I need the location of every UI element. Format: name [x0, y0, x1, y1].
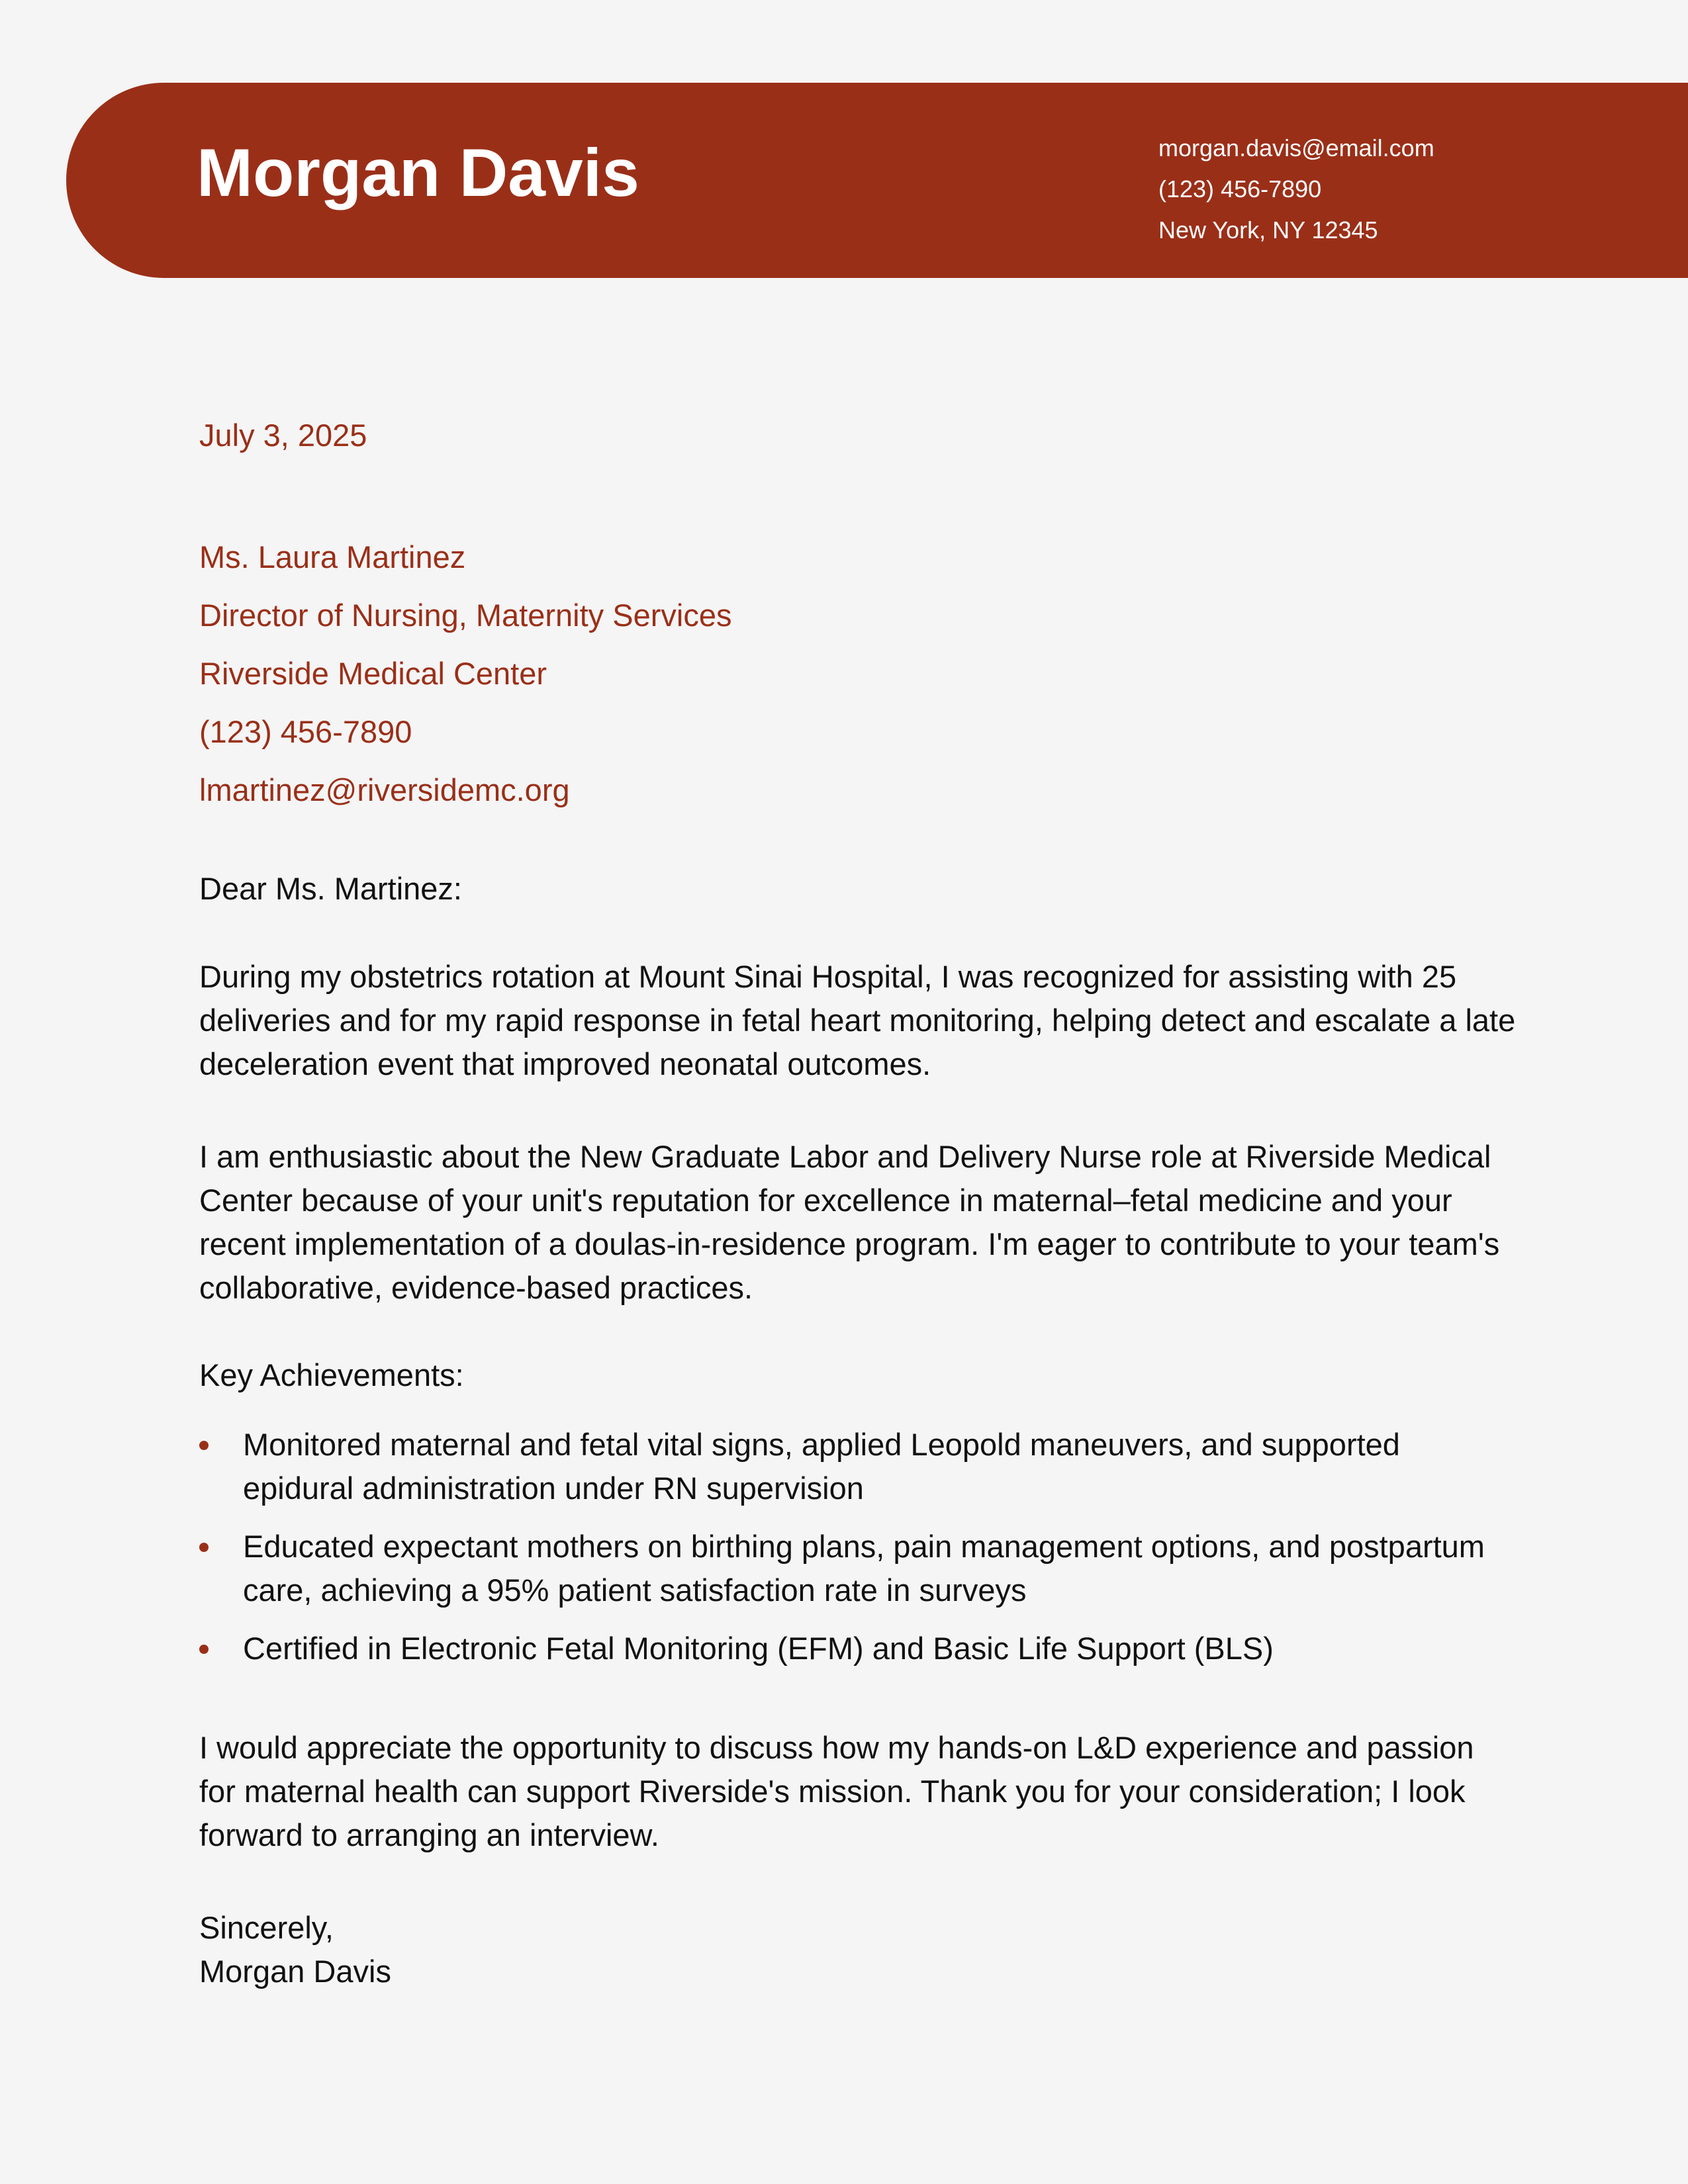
salutation: Dear Ms. Martinez: — [199, 871, 462, 906]
achievement-item — [199, 1525, 1517, 1612]
achievement-text: Educated expectant mothers on birthing plans, pain management options, and postpartum care, achieving a 95% patient satisfaction rate in surveys — [243, 1529, 1485, 1608]
achievement-text: Certified in Electronic Fetal Monitoring (EFM) and Basic Life Support (BLS) — [243, 1631, 1274, 1666]
bullet-icon — [199, 1543, 209, 1552]
body-paragraph-2: I am enthusiastic about the New Graduate Labor and Delivery Nurse role at Riverside Medical Center because of your unit's reputation for excellence in maternal–fetal medicine and your recent implementation of a doulas-in-residence program. I'm eager to contribute to your team's collaborative, evidence-based practices. — [199, 1139, 1500, 1305]
achievement-item — [199, 1627, 1517, 1670]
recipient-organization: Riverside Medical Center — [199, 656, 547, 691]
letter-date: July 3, 2025 — [199, 418, 367, 453]
achievement-text: Monitored maternal and fetal vital signs, applied Leopold maneuvers, and supported epidural administration under RN supervision — [243, 1427, 1400, 1506]
letterhead-banner — [66, 83, 1688, 278]
signoff: Sincerely, — [199, 1910, 334, 1945]
achievements-heading: Key Achievements: — [199, 1357, 464, 1392]
recipient-phone: (123) 456-7890 — [199, 714, 412, 749]
sender-name: Morgan Davis — [197, 135, 639, 210]
achievements-list — [199, 1423, 1517, 1685]
body-paragraph-1: During my obstetrics rotation at Mount Sinai Hospital, I was recognized for assisting with 25 deliveries and for my rapid response in fetal heart monitoring, helping detect and escalate a late deceleration event that improved neonatal outcomes. — [199, 959, 1516, 1081]
signoff-block — [199, 1906, 391, 1993]
signature-name: Morgan Davis — [199, 1954, 391, 1989]
bullet-icon — [199, 1645, 209, 1654]
recipient-title: Director of Nursing, Maternity Services — [199, 598, 732, 633]
recipient-email[interactable]: lmartinez@riversidemc.org — [199, 772, 570, 807]
sender-location: New York, NY 12345 — [1158, 216, 1378, 244]
recipient-name: Ms. Laura Martinez — [199, 539, 466, 574]
sender-email[interactable]: morgan.davis@email.com — [1158, 134, 1434, 161]
bullet-icon — [199, 1441, 209, 1450]
closing-paragraph: I would appreciate the opportunity to discuss how my hands-on L&D experience and passion for maternal health can support Riverside's mission. Thank you for your consideration; I look forward to arranging an interview. — [199, 1730, 1474, 1852]
achievement-item — [199, 1423, 1517, 1510]
sender-phone: (123) 456-7890 — [1158, 175, 1322, 203]
recipient-block — [199, 528, 731, 819]
sender-contact — [1158, 128, 1434, 251]
